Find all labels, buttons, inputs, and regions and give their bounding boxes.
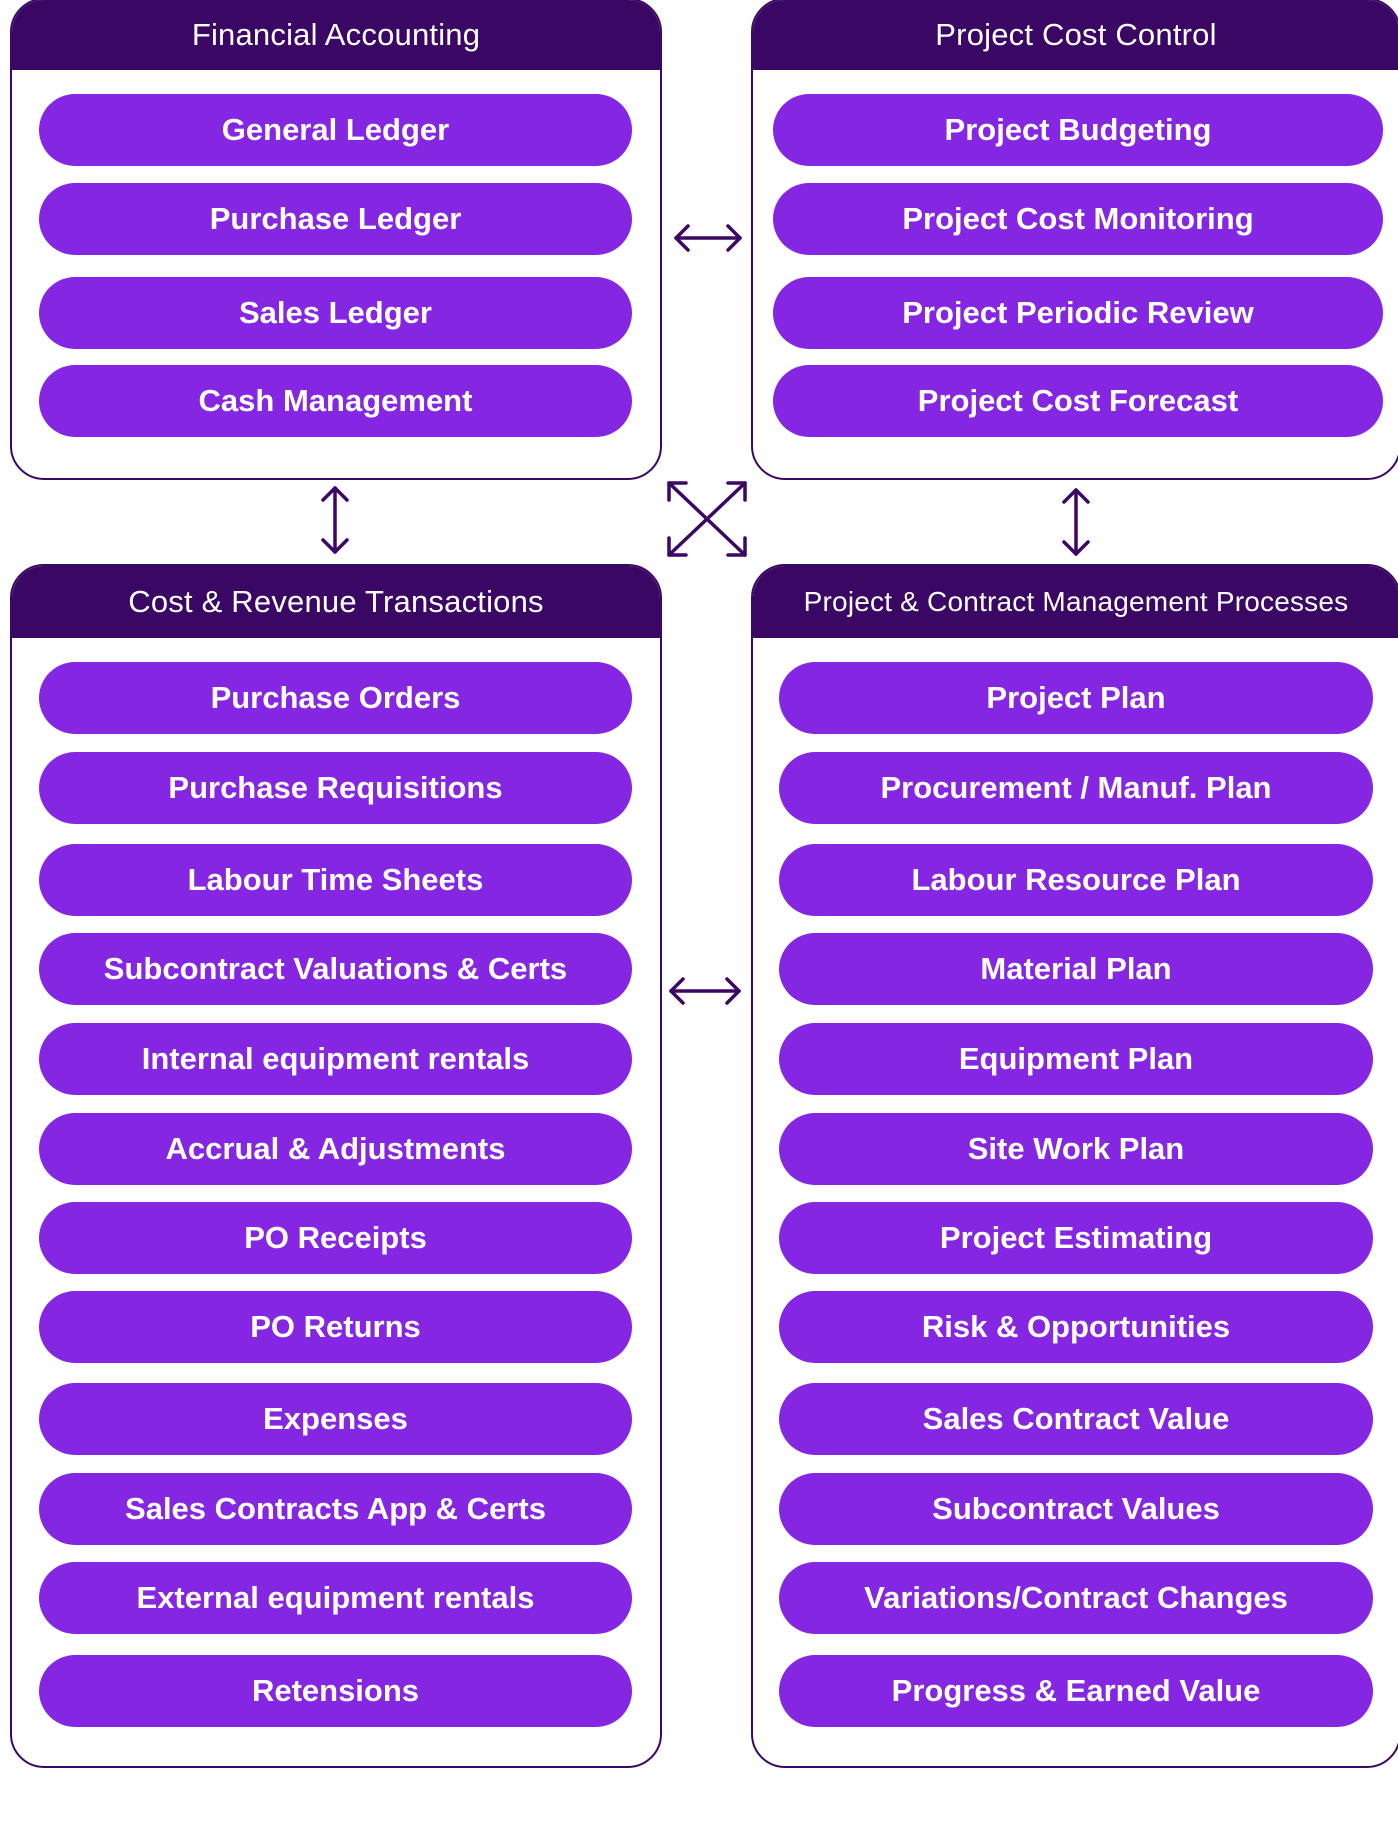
cost-revenue-transactions-box xyxy=(10,564,662,1768)
pill-project-budgeting[interactable]: Project Budgeting xyxy=(773,94,1383,166)
pill-variations-contract-changes[interactable]: Variations/Contract Changes xyxy=(779,1562,1373,1634)
horizontal-double-arrow-icon xyxy=(672,220,744,256)
pill-expenses[interactable]: Expenses xyxy=(39,1383,632,1455)
pill-site-work-plan[interactable]: Site Work Plan xyxy=(779,1113,1373,1185)
pill-sales-contract-value[interactable]: Sales Contract Value xyxy=(779,1383,1373,1455)
pill-purchase-requisitions[interactable]: Purchase Requisitions xyxy=(39,752,632,824)
pill-retensions[interactable]: Retensions xyxy=(39,1655,632,1727)
vertical-double-arrow-icon xyxy=(315,484,355,556)
pill-internal-equipment-rentals[interactable]: Internal equipment rentals xyxy=(39,1023,632,1095)
pill-general-ledger[interactable]: General Ledger xyxy=(39,94,632,166)
pill-subcontract-values[interactable]: Subcontract Values xyxy=(779,1473,1373,1545)
pill-procurement-manuf-plan[interactable]: Procurement / Manuf. Plan xyxy=(779,752,1373,824)
pill-po-receipts[interactable]: PO Receipts xyxy=(39,1202,632,1274)
pill-project-cost-forecast[interactable]: Project Cost Forecast xyxy=(773,365,1383,437)
pill-equipment-plan[interactable]: Equipment Plan xyxy=(779,1023,1373,1095)
pill-project-periodic-review[interactable]: Project Periodic Review xyxy=(773,277,1383,349)
pill-project-cost-monitoring[interactable]: Project Cost Monitoring xyxy=(773,183,1383,255)
pill-purchase-ledger[interactable]: Purchase Ledger xyxy=(39,183,632,255)
financial-accounting-box xyxy=(10,0,662,480)
horizontal-double-arrow-icon xyxy=(667,973,743,1009)
pill-subcontract-valuations[interactable]: Subcontract Valuations & Certs xyxy=(39,933,632,1005)
pill-risk-opportunities[interactable]: Risk & Opportunities xyxy=(779,1291,1373,1363)
diagonal-cross-arrows-icon xyxy=(664,478,750,560)
pill-sales-ledger[interactable]: Sales Ledger xyxy=(39,277,632,349)
pill-external-equipment-rentals[interactable]: External equipment rentals xyxy=(39,1562,632,1634)
project-cost-control-title: Project Cost Control xyxy=(753,0,1398,70)
pill-project-plan[interactable]: Project Plan xyxy=(779,662,1373,734)
pill-po-returns[interactable]: PO Returns xyxy=(39,1291,632,1363)
vertical-double-arrow-icon xyxy=(1056,486,1096,558)
pill-material-plan[interactable]: Material Plan xyxy=(779,933,1373,1005)
pill-cash-management[interactable]: Cash Management xyxy=(39,365,632,437)
pill-purchase-orders[interactable]: Purchase Orders xyxy=(39,662,632,734)
pill-progress-earned-value[interactable]: Progress & Earned Value xyxy=(779,1655,1373,1727)
pill-labour-time-sheets[interactable]: Labour Time Sheets xyxy=(39,844,632,916)
project-contract-management-title: Project & Contract Management Processes xyxy=(753,566,1398,638)
pill-project-estimating[interactable]: Project Estimating xyxy=(779,1202,1373,1274)
project-contract-management-box xyxy=(751,564,1398,1768)
pill-labour-resource-plan[interactable]: Labour Resource Plan xyxy=(779,844,1373,916)
pill-accrual-adjustments[interactable]: Accrual & Adjustments xyxy=(39,1113,632,1185)
pill-sales-contracts-app-certs[interactable]: Sales Contracts App & Certs xyxy=(39,1473,632,1545)
cost-revenue-transactions-title: Cost & Revenue Transactions xyxy=(12,566,660,638)
project-cost-control-box xyxy=(751,0,1398,480)
financial-accounting-title: Financial Accounting xyxy=(12,0,660,70)
